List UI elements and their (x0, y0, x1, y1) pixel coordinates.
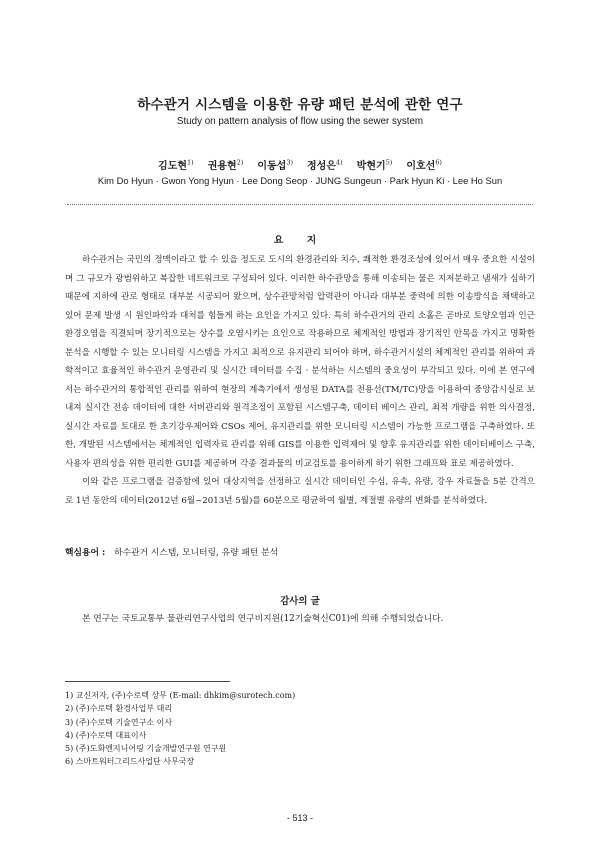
author-ko (207, 158, 244, 172)
paper-subtitle-english: Study on pattern analysis of flow using the sewer system (176, 116, 424, 127)
footnotes-list (65, 689, 535, 769)
paper-title: 하수관거 시스템을 이용한 유량 패턴 분석에 관한 연구 (137, 97, 463, 113)
author-ko-name: 박현기 (356, 161, 386, 172)
author-ko-name: 정성은 (307, 161, 336, 172)
author-ko-affiliation: 1) (187, 158, 194, 167)
author-ko (356, 158, 393, 172)
footnote-item: 4) (주)수로텍 대표이사 (65, 730, 147, 740)
author-ko (158, 158, 194, 172)
footnote-item: 3) (주)수로텍 기술연구소 이사 (65, 717, 173, 727)
author-ko-name: 권용현 (207, 161, 237, 172)
acknowledgment-heading: 감사의 글 (280, 596, 320, 607)
footnote-item: 2) (주)수로텍 환경사업부 대리 (65, 704, 173, 714)
acknowledgment-text: 본 연구는 국토교통부 물관리연구사업의 연구비지원(12기술혁신C01)에 의해 수행되었습니다. (82, 614, 444, 624)
footnote-item: 1) 교신저자, (주)수로텍 상무 (E-mail: dhkim@surotech.com) (65, 691, 296, 700)
author-ko-affiliation: 5) (385, 158, 393, 167)
author-ko-affiliation: 4) (335, 158, 343, 167)
author-ko (406, 158, 442, 172)
footnote-item: 6) 스마트워터그리드사업단 사무국장 (65, 757, 195, 767)
page-number: - 513 - (286, 813, 313, 823)
abstract-paragraph: 하수관거는 국민의 정맥이라고 할 수 있을 정도로 도시의 환경관리와 치수, 쾌적한 환경조성에 있어서 매우 중요한 시설이며 그 규모가 광범위하고 복잡한 네트워크로 구성되어 있다. 이러한 하수관망을 통해 이송되는 물은 지저분하고 냄새가 심하기 때문에 지하에 관로 형태로 대부분 시공되어 왔으며, 상수관망처럼 압력관이 아니라 대부분 중력에 의한 이송방식을 채택하고 있어 문제 발생 시 원인파악과 대처를 힘들게 하는 요인을 가지고 있다. 특히 하수관거의 관리 소홀은 곧바로 토양오염과 인근 환경오염을 직결되며 장기적으로는 상수를 오염시키는 요인으로 작용하므로 체계적인 방법과 장기적인 안목을 가지고 명확한 분석을 시행할 수 있는 모니터링 시스템을 가지고 최적으로 유지관리 되어야 하며, 하수관거시설의 체계적인 관리를 위하여 과학적이고 효율적인 하수관거 운영관리 및 실시간 데이터를 수집 · 분석하는 시스템의 중요성이 부각되고 있다. 이에 본 연구에서는 하수관거의 통합적인 관리를 위하여 현장의 계측기에서 생성된 DATA를 전용선(TM/TC)망을 이용하여 중앙감시실로 보내져 실시간 전송 데이터에 대한 서버관리와 원격조정이 포함된 시스템구축, 데이터 베이스 관리, 최적 개량을 위한 의사결정, 실시간 자료를 토대로 한 초기강우제어와 CSOs 제어, 유지관리를 위한 모니터링 시스템이 가능한 프로그램을 구축하였다. 또한, 개발된 시스템에서는 체계적인 입력자료 관리를 위해 GIS를 이용한 입력제어 및 향후 유지관리를 위한 데이터베이스 구축, 사용자 편의성을 위한 편리한 GUI를 제공하며 각종 결과물의 비교검토를 용이하게 하기 위한 그래프와 표로 제공하였다. (65, 255, 535, 469)
author-ko-name: 김도현 (158, 161, 188, 172)
footnote-rule (65, 681, 230, 682)
author-ko-name: 이동섭 (257, 161, 287, 172)
authors-english: Kim Do Hyun · Gwon Yong Hyun · Lee Dong Seop · JUNG Sungeun · Park Hyun Ki · Lee Ho Sun (97, 175, 503, 186)
authors-korean (0, 157, 600, 172)
author-ko (307, 158, 343, 172)
author-ko-affiliation: 2) (236, 158, 244, 167)
keywords-text: 하수관거 시스템, 모니터링, 유량 패턴 분석 (114, 548, 279, 558)
author-ko-name: 이호선 (406, 161, 436, 172)
author-ko (257, 158, 293, 172)
abstract-body (65, 251, 535, 510)
author-ko-affiliation: 3) (286, 158, 293, 167)
abstract-paragraph: 이와 같은 프로그램을 검증함에 있어 대상지역을 선정하고 실시간 데이터인 수심, 유속, 유량, 강우 자료들을 5분 간격으로 1년 동안의 데이터(2012년 6월~2013년 5월)를 60분으로 평균하여 월별, 계절별 유량의 변화를 분석하였다. (65, 477, 535, 506)
abstract-heading: 요 지 (273, 235, 327, 246)
author-ko-affiliation: 6) (435, 158, 442, 167)
keywords-line (65, 545, 535, 558)
keywords-label: 핵심용어 : (65, 548, 106, 558)
section-divider (67, 204, 533, 205)
footnote-item: 5) (주)도화엔지니어링 기술개발연구원 연구원 (65, 744, 227, 754)
